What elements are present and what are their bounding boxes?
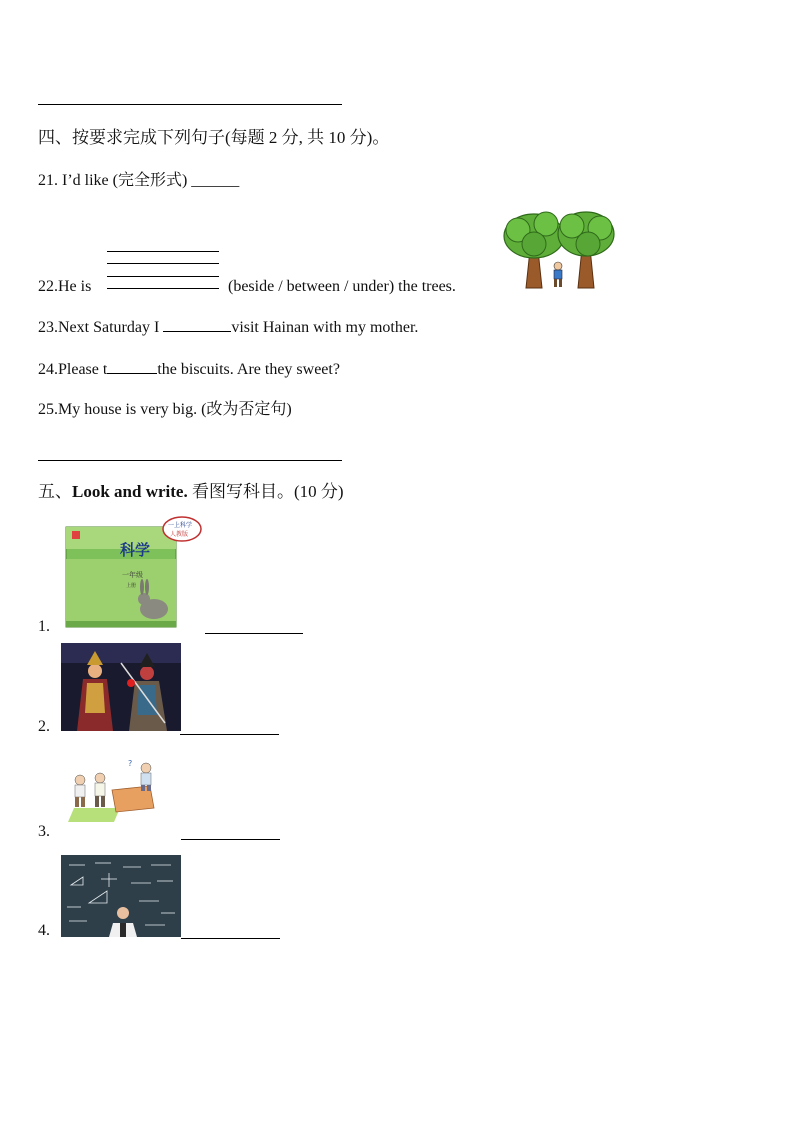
answer-line-q25 [38,460,342,461]
section5-title-bold: Look and write. [72,482,188,501]
question-23-start: 23.Next Saturday I [38,319,160,336]
children-experiment-image [66,756,160,828]
svg-text:?: ? [128,759,133,768]
question-24-end: the biscuits. Are they sweet? [157,361,340,378]
science-book-image [62,515,204,631]
question-24-blank[interactable] [107,359,157,374]
item-2-number: 2. [38,718,50,735]
section4-title: 四、按要求完成下列句子(每题 2 分, 共 10 分)。 [38,128,390,147]
question-22-options: (beside / between / under) the trees. [228,278,456,295]
item-2-answer-line[interactable] [180,734,279,735]
question-23-blank[interactable] [163,317,231,332]
question-22-prefix: 22.He is [38,278,92,295]
book-title: 科学 [120,541,151,559]
question-23 [38,317,418,338]
item-3-answer-line[interactable] [181,839,280,840]
q22-blank-1 [107,251,219,252]
question-24-start: 24.Please t [38,361,108,378]
q22-blank-3 [107,276,219,277]
item-1-answer-line[interactable] [205,633,303,634]
item-4-number: 4. [38,922,50,939]
section5-title [38,482,344,502]
section5-title-suffix: 看图写科目。(10 分) [187,482,344,501]
trees-with-boy-image [500,210,616,292]
question-21-number: 21 [38,172,54,189]
item-4-answer-line[interactable] [181,938,280,939]
book-badge-line2: 人教版 [170,531,189,538]
q22-blank-4 [107,288,219,289]
book-volume: 上册 [126,583,137,589]
question-21-text: . I’d like (完全形式) ______ [54,172,240,189]
q22-blank-2 [107,263,219,264]
section5-title-prefix: 五、 [38,482,72,501]
answer-line-top [38,104,342,105]
book-grade: 一年级 [122,571,143,579]
item-3-number: 3. [38,823,50,840]
item-1-number: 1. [38,618,50,635]
question-23-end: visit Hainan with my mother. [231,319,419,336]
opera-image [61,643,181,731]
math-blackboard-image [61,855,181,937]
book-badge-line1: 一上科学 [168,522,193,529]
question-25: 25.My house is very big. (改为否定句) [38,401,292,418]
question-24 [38,359,340,380]
question-21 [38,171,239,191]
